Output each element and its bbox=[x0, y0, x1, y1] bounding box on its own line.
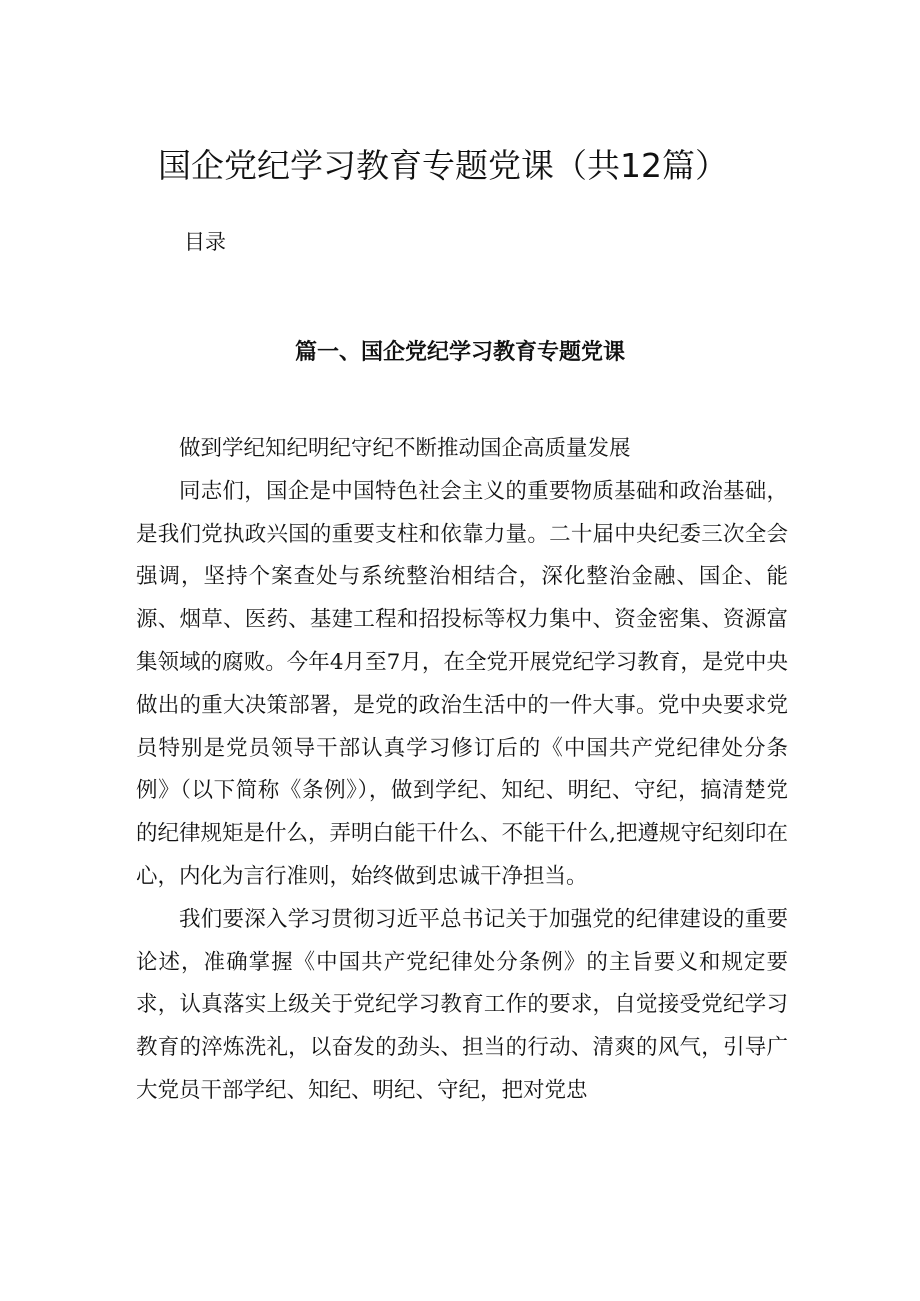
body-text bbox=[136, 428, 788, 1113]
paragraph-1: 同志们，国企是中国特色社会主义的重要物质基础和政治基础，是我们党执政兴国的重要支柱和依靠力量。二十届中央纪委三次全会强调，坚持个案查处与系统整治相结合，深化整治金融、国企、能源、烟草、医药、基建工程和招投标等权力集中、资金密集、资源富集领域的腐败。今年4月至7月，在全党开展党纪学习教育，是党中央做出的重大决策部署，是党的政治生活中的一件大事。党中央要求党员特别是党员领导干部认真学习修订后的《中国共产党纪律处分条例》（以下简称《条例》），做到学纪、知纪、明纪、守纪，搞清楚党的纪律规矩是什么，弄明白能干什么、不能干什么,把遵规守纪刻印在心，内化为言行准则，始终做到忠诚干净担当。 bbox=[136, 478, 788, 889]
document-title: 国企党纪学习教育专题党课（共12篇） bbox=[158, 146, 728, 185]
chapter-heading: 篇一、国企党纪学习教育专题党课 bbox=[294, 340, 625, 365]
table-of-contents-label: 目录 bbox=[184, 230, 226, 254]
paragraph-2: 我们要深入学习贯彻习近平总书记关于加强党的纪律建设的重要论述，准确掌握《中国共产党纪律处分条例》的主旨要义和规定要求，认真落实上级关于党纪学习教育工作的要求，自觉接受党纪学习教育的淬炼洗礼，以奋发的劲头、担当的行动、清爽的风气，引导广大党员干部学纪、知纪、明纪、守纪，把对党忠 bbox=[136, 906, 788, 1103]
speech-subtitle: 做到学纪知纪明纪守纪不断推动国企高质量发展 bbox=[179, 436, 631, 461]
